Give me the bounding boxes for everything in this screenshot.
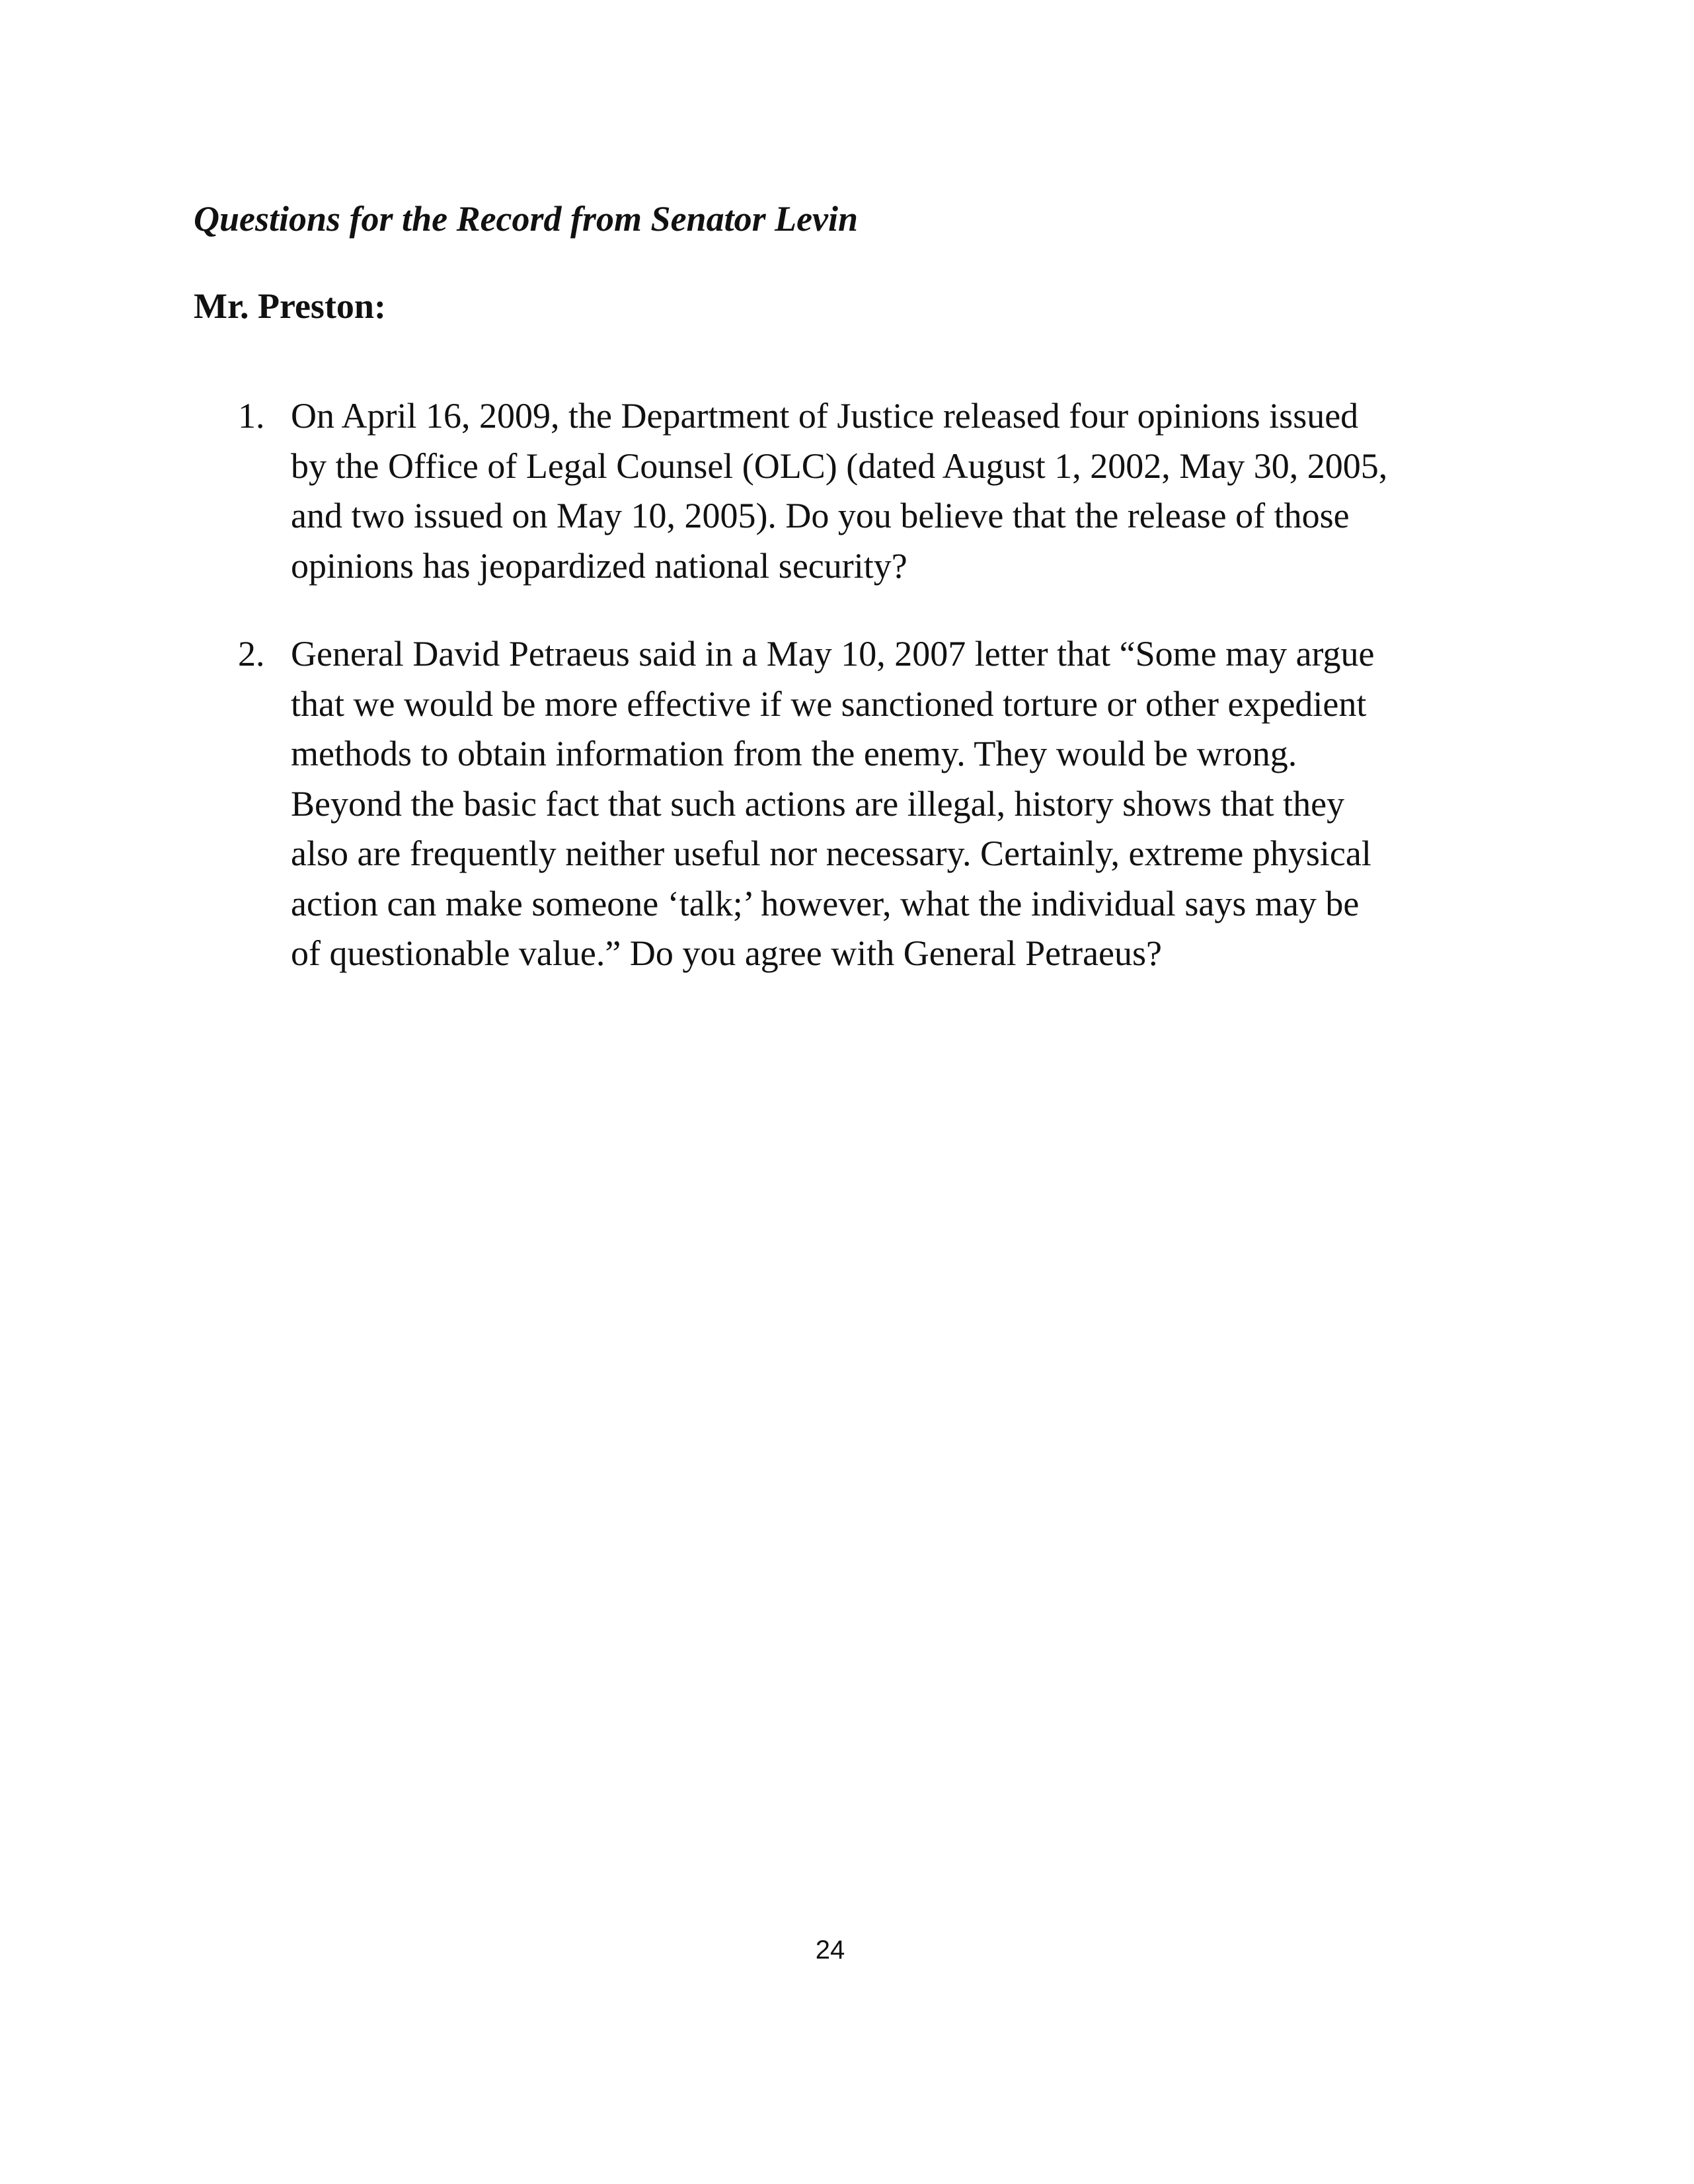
text-line: On April 16, 2009, the Department of Justice released four opinions issued [291, 396, 1359, 436]
text-line: also are frequently neither useful nor necessary. Certainly, extreme physical [291, 834, 1371, 873]
question-text [291, 391, 1387, 591]
text-line: Beyond the basic fact that such actions are illegal, history shows that they [291, 783, 1345, 824]
text-line: opinions has jeopardized national security? [291, 545, 907, 586]
text-line: by the Office of Legal Counsel (OLC) (dated August 1, 2002, May 30, 2005, [291, 446, 1388, 486]
document-title: Questions for the Record from Senator Levin [194, 199, 859, 239]
addressee-heading: Mr. Preston: [194, 286, 386, 326]
page-number: 24 [815, 1935, 845, 1965]
text-line: that we would be more effective if we sanctioned torture or other expedient [291, 683, 1367, 724]
question-text [291, 629, 1375, 979]
text-line: of questionable value.” Do you agree with General Petraeus? [291, 933, 1162, 973]
text-line: methods to obtain information from the enemy. They would be wrong. [291, 734, 1297, 773]
question-number: 2. [238, 634, 265, 674]
text-line: and two issued on May 10, 2005). Do you believe that the release of those [291, 496, 1350, 535]
text-line: General David Petraeus said in a May 10, 2007 letter that “Some may argue [291, 634, 1375, 674]
question-number: 1. [238, 396, 265, 436]
text-line: action can make someone ‘talk;’ however, what the individual says may be [291, 883, 1360, 923]
